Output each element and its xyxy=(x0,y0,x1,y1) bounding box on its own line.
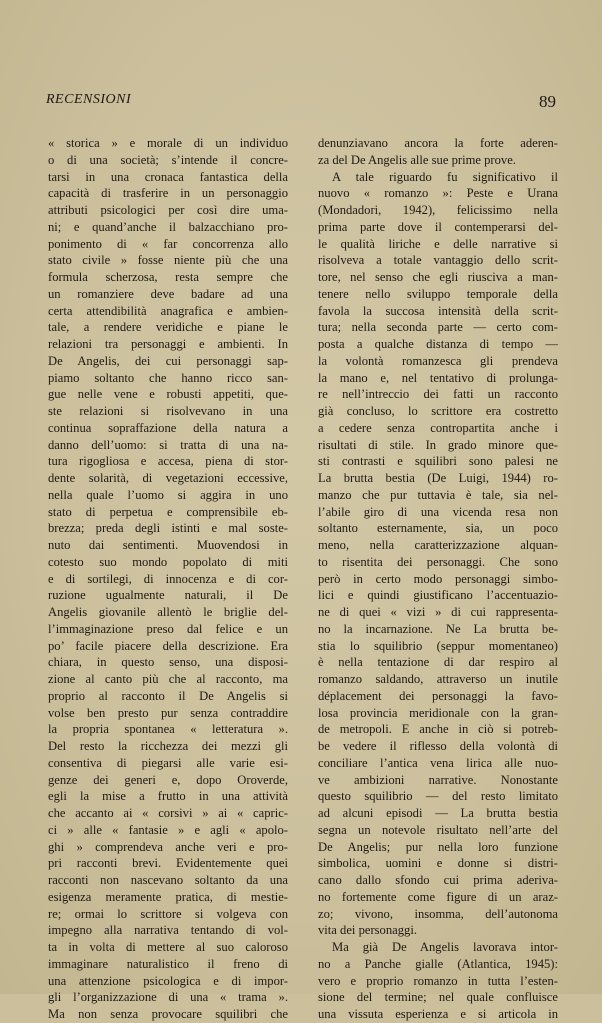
text-line: sti contrasti e squilibri sono palesi ne xyxy=(318,454,558,469)
text-line: impegno alla narrativa tentando di vol- xyxy=(48,923,288,938)
text-line: déplacement dei personaggi la favo- xyxy=(318,688,558,703)
text-line: Ma non senza provocare squilibri che xyxy=(48,1007,288,1021)
text-line: la propria spontanea « letteratura ». xyxy=(48,722,288,737)
text-line: dente solarità, di vegetazioni eccessive, xyxy=(48,471,288,485)
text-line: o di una società; s’intende il concre- xyxy=(48,152,288,167)
text-line: losa provincia meridionale con la gran- xyxy=(318,705,558,720)
text-line: piamo soltanto che hanno ricco san- xyxy=(48,370,288,385)
text-line: soltanto esternamente, sia, un poco xyxy=(318,521,558,536)
text-line: la volontà romanzesca gli prendeva xyxy=(318,353,558,368)
text-line: ne di quei « vizi » di cui rappresenta- xyxy=(318,605,558,619)
text-line: le qualità liriche e delle narrative si xyxy=(318,236,558,251)
text-line: tenere nello sviluppo temporale della xyxy=(318,286,558,301)
text-line: e di sortilegi, di innocenza e di cor- xyxy=(48,571,288,586)
text-line: è nella tentazione di dar respiro al xyxy=(318,655,558,670)
text-line: cotesto suo mondo popolato di miti xyxy=(48,554,288,569)
text-line: ghi » comprendeva anche veri e pro- xyxy=(48,839,288,854)
text-line: Ma già De Angelis lavorava intor- xyxy=(332,940,558,954)
text-line: però in certo modo personaggi simbo- xyxy=(318,571,558,586)
text-line: ta in volta di mettere al suo caloroso xyxy=(48,940,288,954)
text-line: vero e proprio romanzo in tutta l’esten- xyxy=(318,973,558,988)
text-line: un romanziere deve badare ad una xyxy=(48,286,288,301)
running-title: RECENSIONI xyxy=(46,92,132,107)
text-line: a cedere senza contropartita anche i xyxy=(318,420,558,435)
text-line: « storica » e morale di un individuo xyxy=(48,136,288,150)
text-line: zione al canto più che al racconto, ma xyxy=(48,672,288,686)
text-line: De Angelis; pur nella loro funzione xyxy=(318,839,558,854)
text-line: capacità di trasferire in un personaggio xyxy=(48,186,288,201)
text-line: pri racconti brevi. Evidentemente quei xyxy=(48,856,288,871)
text-line: volse ben presto pur senza contraddire xyxy=(48,705,288,720)
text-line: favola la succosa intensità della scrit- xyxy=(318,303,558,318)
text-line: tore, nel senso che egli riusciva a man- xyxy=(318,270,558,284)
text-line: no fortemente come figure di un araz- xyxy=(318,889,558,904)
text-line: vita dei personaggi. xyxy=(318,923,417,938)
text-line: po’ facile piacere della descrizione. Era xyxy=(48,638,288,653)
text-line: segna un notevole risultato nell’arte del xyxy=(318,822,558,837)
text-line: tarsi in una cronaca fantastica della xyxy=(48,169,288,184)
text-line: ste relazioni si risolvevano in una xyxy=(48,404,288,418)
text-line: proprio al racconto il De Angelis si xyxy=(48,688,288,703)
text-line: certa attendibilità anagrafica e ambien- xyxy=(48,303,288,318)
text-line: attributi psicologici per così dire uma- xyxy=(48,203,288,217)
text-line: A tale riguardo fu significativo il xyxy=(332,169,558,184)
text-line: che accanto ai « corsivi » ai « capric- xyxy=(48,806,288,820)
text-line: to risentita dei personaggi. Che sono xyxy=(318,554,558,569)
text-line: brezza; preda degli istinti e mal soste- xyxy=(48,521,288,536)
text-line: nuovo « romanzo »: Peste e Urana xyxy=(318,186,558,201)
text-line: stia lo squilibrio (seppur momentaneo) xyxy=(318,638,558,653)
text-line: romanzo saldando, attraverso un inutile xyxy=(318,672,558,686)
text-line: Angelis giovanile allentò le briglie del- xyxy=(48,605,288,619)
text-line: tale, a rendere veridiche e piane le xyxy=(48,320,288,335)
text-line: continua sopraffazione della natura a xyxy=(48,420,288,435)
text-line: stato civile » fosse niente più che una xyxy=(48,253,288,268)
text-line: genze dei generi e, dopo Oroverde, xyxy=(48,772,288,787)
text-line: l’abile giro di una vicenda resa non xyxy=(318,504,558,519)
text-line: cano dallo sfondo cui prima aderiva- xyxy=(318,873,558,887)
text-line: una attenzione psicologica e di impor- xyxy=(48,973,288,988)
text-line: conciliare l’antica vena lirica alle nuo- xyxy=(318,755,558,770)
text-line: ponimento di « far concorrenza allo xyxy=(48,236,288,251)
text-line: gli l’organizzazione di una « trama ». xyxy=(48,990,288,1005)
text-line: De Angelis, dei cui personaggi sap- xyxy=(48,353,288,368)
text-line: nella quale l’uomo si aggira in uno xyxy=(48,487,288,502)
text-line: meno, nella caratterizzazione alquan- xyxy=(318,538,558,552)
text-line: simbolica, uomini e donne si distri- xyxy=(318,856,558,871)
text-line: lici e quindi giustificano l’accentuazio- xyxy=(318,588,558,603)
text-line: una vissuta esperienza e si articola in xyxy=(318,1007,558,1021)
text-line: no la incarnazione. Ne La brutta be- xyxy=(318,621,558,636)
text-line: questo squilibrio — del resto limitato xyxy=(318,789,558,804)
text-line: stato di perpetua e comprensibile eb- xyxy=(48,504,288,519)
text-line: formula scherzosa, resta sempre che xyxy=(48,270,288,284)
text-line: risolveva a totale vantaggio dello scrit- xyxy=(318,253,558,268)
text-line: zo; vivono, insomma, dell’autonoma xyxy=(318,906,558,921)
text-line: ni; e quand’anche il balzacchiano pro- xyxy=(48,219,288,234)
text-line: ve ambizioni narrative. Nonostante xyxy=(318,772,558,787)
text-line: ruzione ugualmente naturali, il De xyxy=(48,588,288,603)
text-line: esigenza meramente pratica, di mestie- xyxy=(48,889,288,904)
text-line: immaginare naturalistico il freno di xyxy=(48,956,288,971)
page-number: 89 xyxy=(539,92,556,111)
text-line: ci » alle « fantasie » e agli « apolo- xyxy=(48,822,288,837)
text-line: chiara, in questo senso, una disposi- xyxy=(48,655,288,670)
text-line: re nell’intreccio dei fatti un racconto xyxy=(318,387,558,402)
text-line: nuto dai sentimenti. Muovendosi in xyxy=(48,538,288,552)
text-line: ad alcuni episodi — La brutta bestia xyxy=(318,806,558,820)
text-line: de metropoli. E anche in ciò si potreb- xyxy=(318,722,558,737)
text-line: gue nelle vene e robusti appetiti, que- xyxy=(48,387,288,402)
text-line: za del De Angelis alle sue prime prove. xyxy=(318,152,516,167)
page-header xyxy=(46,92,556,116)
text-line: già concluso, lo scrittore era costretto xyxy=(318,404,558,418)
text-line: la mano e, nel tentativo di prolunga- xyxy=(318,370,558,385)
text-line: racconti non nascevano soltanto da una xyxy=(48,873,288,887)
text-line: relazioni tra personaggi e ambienti. In xyxy=(48,337,288,351)
text-line: danno dell’uomo: si tratta di una na- xyxy=(48,437,288,452)
text-line: (Mondadori, 1942), felicissimo nella xyxy=(318,203,558,217)
text-line: risultati di stile. In grado minore que- xyxy=(318,437,558,452)
right-column xyxy=(318,135,558,1021)
text-line: prima parte dove il contemperarsi del- xyxy=(318,219,558,234)
text-line: no a Panche gialle (Atlantica, 1945): xyxy=(318,956,558,971)
text-line: tura rigogliosa e accesa, piena di stor- xyxy=(48,454,288,469)
text-columns xyxy=(48,135,558,1021)
left-column xyxy=(48,135,288,1021)
text-line: l’immaginazione preso dal felice e un xyxy=(48,621,288,636)
text-line: La brutta bestia (De Luigi, 1944) ro- xyxy=(318,471,558,485)
text-line: consentiva di piegarsi alle varie esi- xyxy=(48,755,288,770)
text-line: denunziavano ancora la forte aderen- xyxy=(318,136,558,150)
text-line: re; ormai lo scrittore si volgeva con xyxy=(48,906,288,921)
text-line: sione del termine; nel quale confluisce xyxy=(318,990,558,1005)
text-line: manzo che pur tuttavia è tale, sia nel- xyxy=(318,487,558,502)
text-line: posta a qualche distanza di tempo — xyxy=(318,337,558,351)
text-line: Del resto la ricchezza dei mezzi gli xyxy=(48,739,288,753)
text-line: be vedere il riflesso della volontà di xyxy=(318,739,558,753)
text-line: tura; nella seconda parte — certo com- xyxy=(318,320,558,335)
text-line: egli la mise a frutto in una attività xyxy=(48,789,288,804)
